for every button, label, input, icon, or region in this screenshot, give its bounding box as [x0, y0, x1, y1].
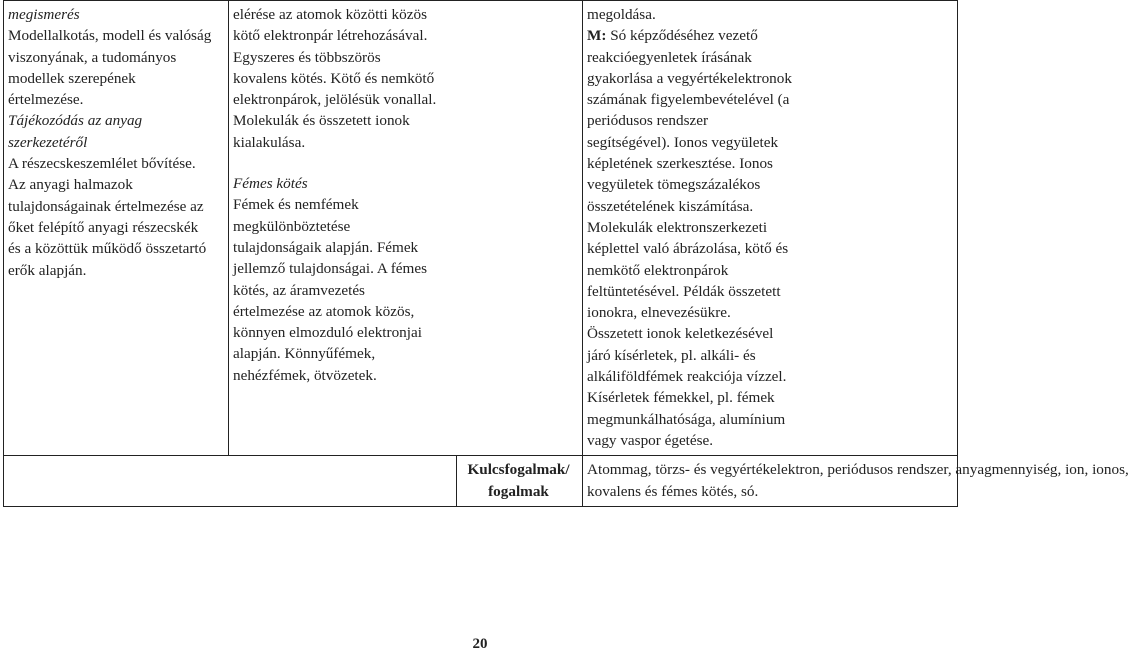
activities-line: gyakorlása a vegyértékelektronok [587, 69, 792, 87]
keywords-label: Kulcsfogalmak/ [467, 461, 570, 479]
topics-line: értelmezése az atomok közös, [233, 302, 415, 320]
activities-line: ionokra, elnevezésükre. [587, 304, 731, 322]
topics-line: kialakulása. [233, 133, 306, 151]
keywords-empty-cell [4, 456, 457, 507]
goals-cell [4, 1, 229, 456]
topics-line: kötés, az áramvezetés [233, 281, 365, 299]
topics-line: Molekulák és összetett ionok [233, 112, 410, 130]
goals-line: értelmezése. [8, 91, 84, 109]
activities-line: számának figyelembevételével (a [587, 91, 790, 109]
goals-line: modellek szerepének [8, 69, 136, 87]
activities-line: reakcióegyenletek írásának [587, 48, 752, 66]
activities-line: megmunkálhatósága, alumínium [587, 410, 786, 428]
goals-line: viszonyának, a tudományos [8, 48, 177, 66]
activities-line: vagy vaspor égetése. [587, 431, 714, 449]
activities-line: összetételének kiszámítása. [587, 197, 754, 215]
topics-line: tulajdonságaik alapján. Fémek [233, 238, 419, 256]
content-row [4, 1, 958, 456]
topics-line: megkülönböztetése [233, 217, 351, 235]
topics-line: nehézfémek, ötvözetek. [233, 366, 377, 384]
topics-line: alapján. Könnyűfémek, [233, 345, 376, 363]
activities-line: periódusos rendszer [587, 112, 709, 130]
activities-line: nemkötő elektronpárok [587, 261, 729, 279]
goals-line: őket felépítő anyagi részecskék [8, 218, 199, 236]
topics-line: jellemző tulajdonságai. A fémes [233, 260, 428, 278]
spacer [233, 153, 576, 173]
goals-italic-line: szerkezetéről [8, 133, 88, 151]
keywords-text-cell [583, 456, 1129, 507]
goals-line: Az anyagi halmazok [8, 176, 133, 194]
curriculum-table [3, 0, 1129, 507]
keywords-label-cell [457, 456, 583, 507]
goals-line: tulajdonságainak értelmezése az [8, 197, 204, 215]
topics-line: elérése az atomok közötti közös [233, 6, 427, 23]
topics-line: kovalens kötés. Kötő és nemkötő [233, 69, 435, 87]
activities-line: megoldása. [587, 6, 656, 23]
goals-italic-line: Tájékozódás az anyag [8, 112, 143, 130]
keywords-text: Atommag, törzs- és vegyértékelektron, periódusos rendszer, anyagmennyiség, ion, ionos, [587, 461, 1129, 479]
activities-line: Kísérletek fémekkel, pl. fémek [587, 389, 775, 407]
activities-line: Összetett ionok keletkezésével [587, 325, 774, 343]
topics-line: könnyen elmozduló elektronjai [233, 324, 422, 342]
metallic-bond-heading: Fémes kötés [233, 175, 308, 193]
topics-line: Fémek és nemfémek [233, 196, 359, 214]
goals-line: A részecskeszemlélet bővítése. [8, 155, 196, 173]
topics-line: elektronpárok, jelölésük vonallal. [233, 91, 437, 109]
activities-line-rest: Só képződéséhez vezető [606, 27, 758, 45]
goals-line: és a közöttük működő összetartó [8, 240, 207, 258]
goals-line: erők alapján. [8, 261, 87, 279]
activities-line: alkáliföldfémek reakciója vízzel. [587, 368, 787, 386]
topics-line: kötő elektronpár létrehozásával. [233, 27, 428, 45]
topics-line: Egyszeres és többszörös [233, 48, 381, 66]
activities-m-line [587, 25, 951, 46]
m-label: M: [587, 27, 607, 45]
activities-line: képletének szerkesztése. Ionos [587, 155, 773, 173]
goals-heading: megismerés [8, 6, 80, 23]
activities-line: járó kísérletek, pl. alkáli- és [587, 346, 756, 364]
goals-line: Modellalkotás, modell és valóság [8, 27, 212, 45]
keywords-text: kovalens és fémes kötés, só. [587, 482, 759, 500]
keywords-row [4, 456, 958, 507]
page-number: 20 [472, 636, 488, 652]
activities-line: Molekulák elektronszerkezeti [587, 218, 768, 236]
activities-line: feltüntetésével. Példák összetett [587, 282, 781, 300]
activities-line: vegyületek tömegszázalékos [587, 176, 761, 194]
activities-line: képlettel való ábrázolása, kötő és [587, 240, 789, 258]
activities-line: segítségével). Ionos vegyületek [587, 133, 779, 151]
keywords-label: fogalmak [488, 482, 549, 500]
activities-cell [583, 1, 958, 456]
topics-cell [229, 1, 583, 456]
